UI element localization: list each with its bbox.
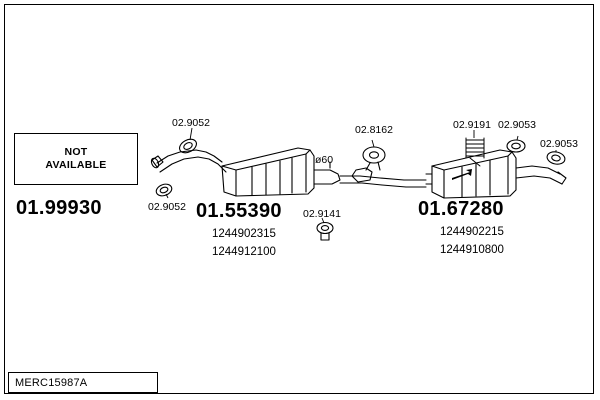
callout-clamp-top-left: 02.9052: [172, 117, 210, 129]
callout-ring-right-2: 02.9053: [540, 138, 578, 150]
sub-part-number: 1244902215: [440, 226, 504, 238]
seal-ring-lower-left: [155, 182, 174, 198]
sub-part-number: 1244912100: [212, 245, 276, 258]
sensor-gasket: [317, 223, 333, 234]
callout-ring-right-1: 02.9053: [498, 119, 536, 131]
diagram-code: MERC15987A: [15, 376, 88, 389]
sub-part-list-middle: [212, 226, 276, 262]
diagram-code-box: [8, 372, 158, 393]
callout-ring-lower-left: 02.9052: [148, 201, 186, 213]
tail-pipe: [516, 166, 560, 174]
clamp-ring-top-left: [177, 136, 199, 155]
center-bracket: [352, 168, 372, 182]
seal-ring-right-1: [507, 140, 525, 152]
sub-part-number: 1244910800: [440, 243, 504, 256]
callout-gasket-sensor: 02.9141: [303, 208, 341, 220]
callout-diameter-middle: ø60: [315, 154, 334, 166]
not-available-box: [14, 133, 138, 185]
part-number-right: 01.67280: [418, 198, 504, 220]
middle-muffler-outlet: [314, 170, 340, 184]
not-available-line2: AVAILABLE: [45, 159, 107, 171]
part-number-middle: 01.55390: [196, 200, 282, 222]
part-number-left: 01.99930: [16, 197, 102, 219]
sub-part-list-right: [440, 224, 504, 260]
callout-spring-right: 02.9191: [453, 119, 491, 131]
bracket-rubber-mount: [363, 147, 385, 163]
not-available-line1: NOT: [64, 145, 88, 158]
seal-ring-right-2: [546, 150, 566, 165]
sub-part-number: 1244902315: [212, 228, 276, 240]
callout-bracket-center: 02.8162: [355, 124, 393, 136]
